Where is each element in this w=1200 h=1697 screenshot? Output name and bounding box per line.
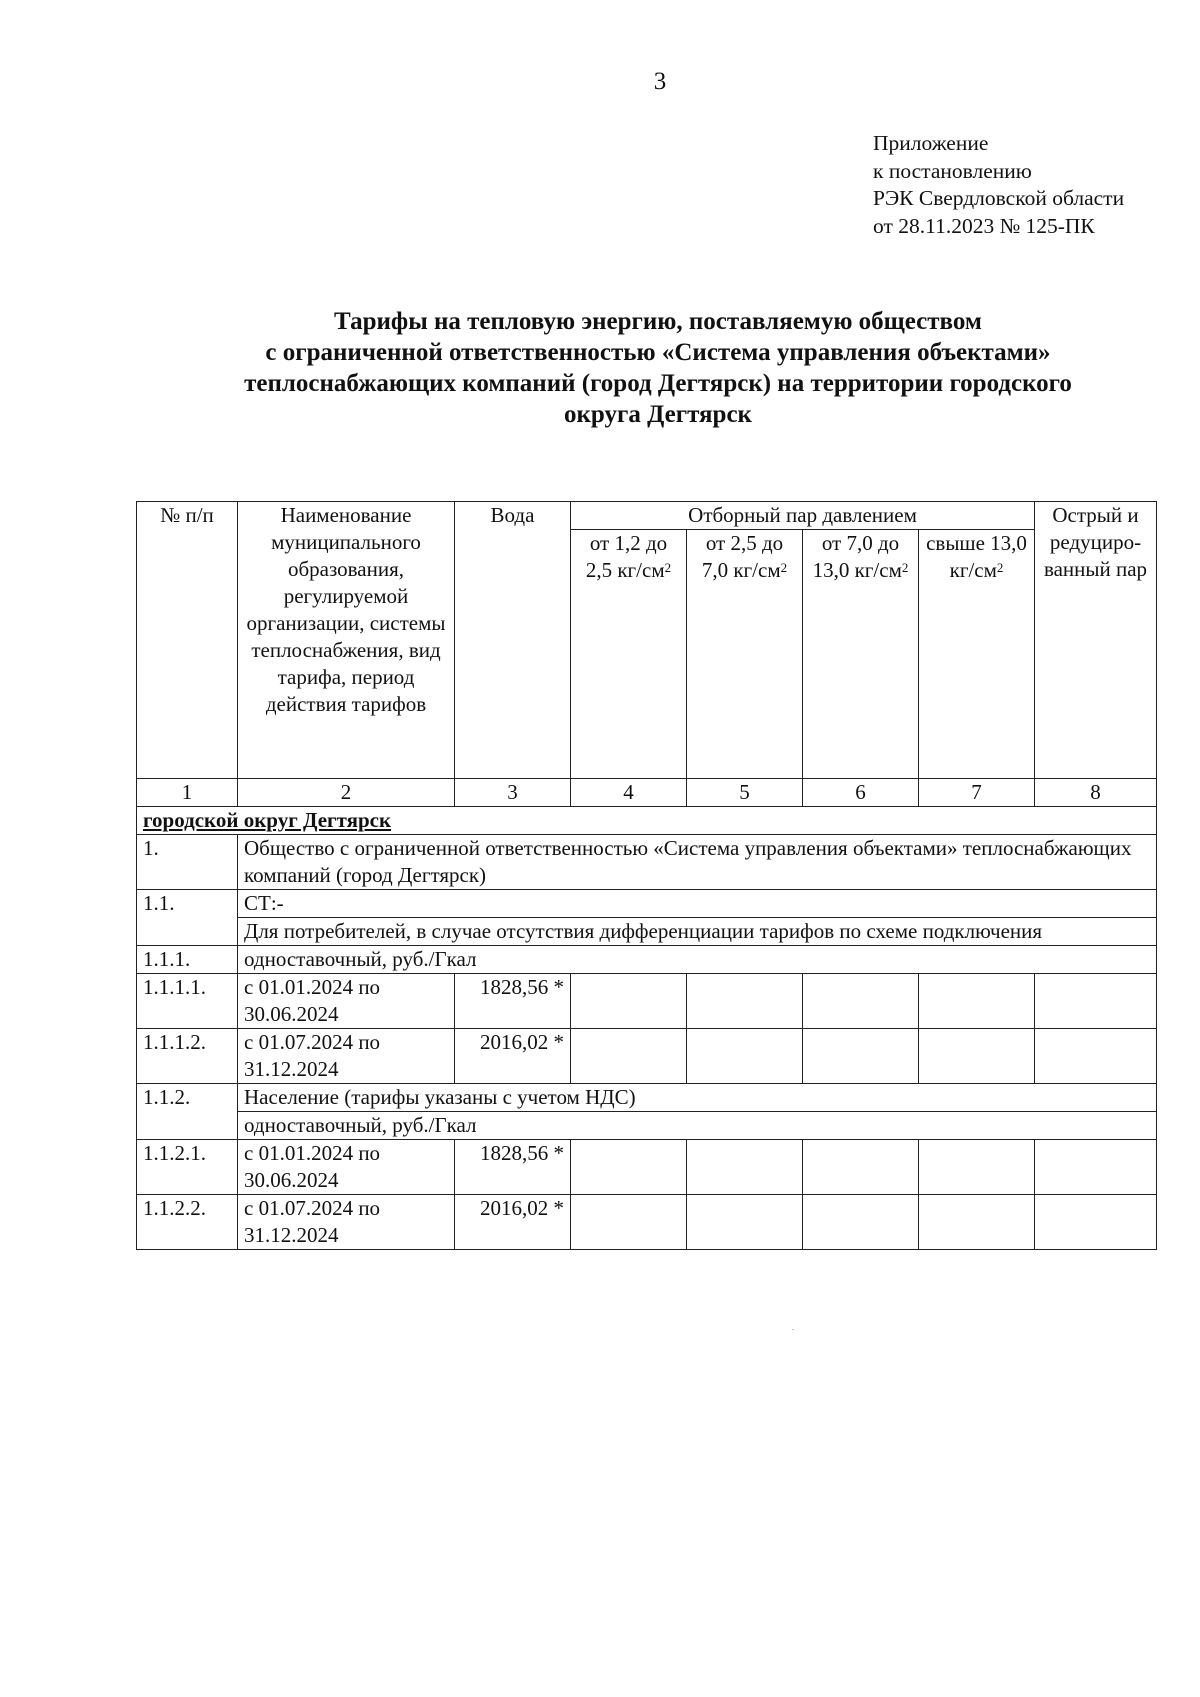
population-name: Население (тарифы указаны с учетом НДС) <box>238 1084 1157 1112</box>
header-steam-2 <box>687 530 803 779</box>
row-number: 1.1.2. <box>137 1084 238 1140</box>
row-number: 1.1.1.2. <box>137 1029 238 1084</box>
row-number: 1.1.2.1. <box>137 1140 238 1195</box>
title-line: с ограниченной ответственностью «Система управления объектами» <box>265 339 1051 366</box>
consumers-note: Для потребителей, в случае отсутствия дифференциации тарифов по схеме подключения <box>238 918 1157 946</box>
tariff-period: с 01.01.2024 по 30.06.2024 <box>238 1140 455 1195</box>
page-number: 3 <box>653 68 667 95</box>
table-row <box>137 1029 1157 1084</box>
table-header-row <box>137 502 1157 530</box>
row-number: 1. <box>137 835 238 890</box>
table-row <box>137 1195 1157 1250</box>
header-steam-3 <box>803 530 919 779</box>
empty-cell <box>687 1140 803 1195</box>
title-line: теплоснабжающих компаний (город Дегтярск) на территории городского <box>244 370 1072 397</box>
empty-cell <box>919 1140 1035 1195</box>
org-name: Общество с ограниченной ответственностью «Система управления объектами» теплоснабжающих компаний (город Дегтярск) <box>238 835 1157 890</box>
row-number: 1.1.2.2. <box>137 1195 238 1250</box>
empty-cell <box>1035 1195 1157 1250</box>
column-number: 7 <box>919 779 1035 807</box>
empty-cell <box>687 974 803 1029</box>
appendix-line: РЭК Свердловской области <box>873 186 1125 210</box>
column-number: 4 <box>571 779 687 807</box>
superscript: 2 <box>901 560 909 575</box>
column-number: 5 <box>687 779 803 807</box>
water-tariff: 1828,56 * <box>455 1140 571 1195</box>
row-number: 1.1. <box>137 890 238 946</box>
appendix-date-number: от 28.11.2023 № 125-ПК <box>873 213 1095 238</box>
tariff-type: одноставочный, руб./Гкал <box>238 946 1157 974</box>
empty-cell <box>1035 1029 1157 1084</box>
empty-cell <box>919 1195 1035 1250</box>
appendix-block <box>873 130 1124 240</box>
header-name: Наименование муниципального образования, регулируемой организации, системы теплоснабжения, вид тарифа, период действия тарифов <box>238 502 455 779</box>
empty-cell <box>803 974 919 1029</box>
empty-cell <box>687 1029 803 1084</box>
empty-cell <box>803 1195 919 1250</box>
system-name: СТ:- <box>238 890 1157 918</box>
header-steam-2-label: от 2,5 до 7,0 кг/см <box>701 531 784 582</box>
superscript: 2 <box>664 560 672 575</box>
empty-cell <box>571 1140 687 1195</box>
water-tariff: 2016,02 * <box>455 1195 571 1250</box>
column-number: 3 <box>455 779 571 807</box>
tariff-type-row <box>137 946 1157 974</box>
empty-cell <box>571 974 687 1029</box>
empty-cell <box>687 1195 803 1250</box>
column-numbers-row <box>137 779 1157 807</box>
header-steam-3-label: от 7,0 до 13,0 кг/см <box>812 531 902 582</box>
region-row <box>137 807 1157 835</box>
title-line: Тарифы на тепловую энергию, поставляемую обществом <box>334 308 982 335</box>
appendix-line: Приложение <box>873 131 989 155</box>
empty-cell <box>919 1029 1035 1084</box>
header-water: Вода <box>455 502 571 779</box>
population-row <box>137 1084 1157 1112</box>
tariff-type: одноставочный, руб./Гкал <box>238 1112 1157 1140</box>
region-name: городской округ Дегтярск <box>143 808 392 832</box>
empty-cell <box>803 1140 919 1195</box>
org-row <box>137 835 1157 890</box>
column-number: 2 <box>238 779 455 807</box>
tariff-type-row <box>137 1112 1157 1140</box>
empty-cell <box>1035 1140 1157 1195</box>
empty-cell <box>803 1029 919 1084</box>
system-row <box>137 890 1157 918</box>
header-steam-1 <box>571 530 687 779</box>
empty-cell <box>571 1195 687 1250</box>
tariff-period: с 01.07.2024 по 31.12.2024 <box>238 1195 455 1250</box>
empty-cell <box>919 974 1035 1029</box>
header-steam-4-label: свыше 13,0 кг/см <box>926 531 1027 582</box>
title-line: округа Дегтярск <box>564 401 752 428</box>
header-steam-1-label: от 1,2 до 2,5 кг/см <box>585 531 668 582</box>
header-num: № п/п <box>137 502 238 779</box>
column-number: 8 <box>1035 779 1157 807</box>
empty-cell <box>1035 974 1157 1029</box>
superscript: 2 <box>996 560 1004 575</box>
tariff-period: с 01.07.2024 по 31.12.2024 <box>238 1029 455 1084</box>
superscript: 2 <box>780 560 788 575</box>
water-tariff: 1828,56 * <box>455 974 571 1029</box>
row-number: 1.1.1.1. <box>137 974 238 1029</box>
tariff-period: с 01.01.2024 по 30.06.2024 <box>238 974 455 1029</box>
empty-cell <box>571 1029 687 1084</box>
consumers-row <box>137 918 1157 946</box>
tariff-table <box>136 501 1157 1250</box>
table-row <box>137 1140 1157 1195</box>
row-number: 1.1.1. <box>137 946 238 974</box>
header-sharp-steam: Острый и редуциро-ванный пар <box>1035 502 1157 779</box>
region-cell <box>137 807 1157 835</box>
table-row <box>137 974 1157 1029</box>
scan-speck <box>792 1329 794 1330</box>
appendix-line: к постановлению <box>873 158 1032 183</box>
water-tariff: 2016,02 * <box>455 1029 571 1084</box>
header-steam-group: Отборный пар давлением <box>571 502 1035 530</box>
column-number: 1 <box>137 779 238 807</box>
document-title <box>150 306 1166 430</box>
column-number: 6 <box>803 779 919 807</box>
header-steam-4 <box>919 530 1035 779</box>
